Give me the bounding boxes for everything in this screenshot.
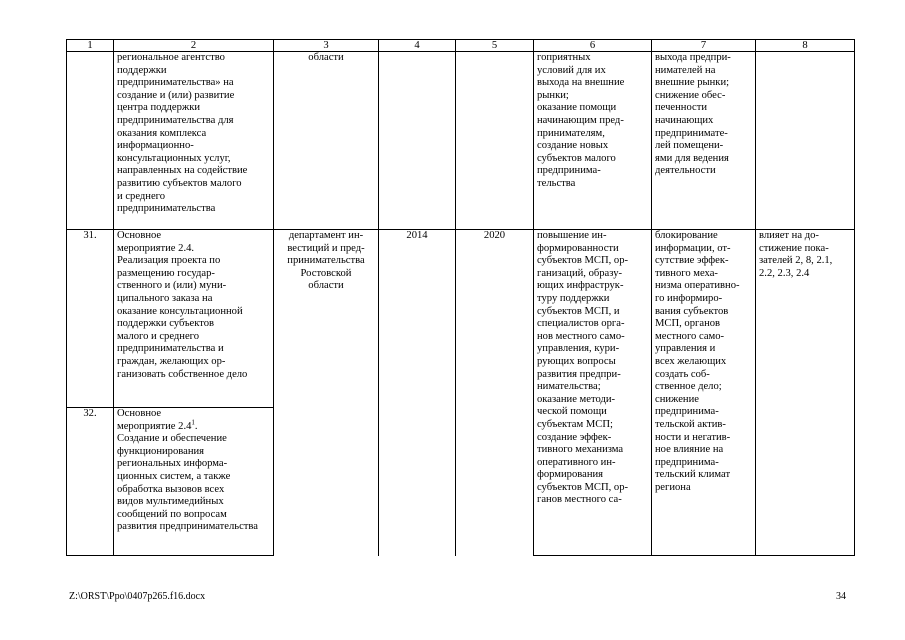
cont-cell-consequence: выхода предпри- нимателей на внешние рынки; снижение обес- печенности начинающих предпринимате- лей помещени- ями для ведения деятельности [652, 52, 756, 230]
cont-cell-end [456, 52, 534, 230]
header-cell-8: 8 [756, 40, 855, 52]
row32-rest: Создание и обеспечение функционирования региональных информа- ционных систем, а также обработка вызовов всех видов мультимедийных сообщений по вопросам развития предпринимательства [117, 433, 258, 533]
header-cell-3: 3 [274, 40, 379, 52]
cont-cell-num [67, 52, 114, 230]
row31-indicator-link: влияет на до- стижение пока- зателей 2, 8, 2.1, 2.2, 2.3, 2.4 [756, 230, 855, 556]
row32-sup: 1 [191, 418, 195, 427]
row31-end-year: 2020 [456, 230, 534, 556]
header-cell-1: 1 [67, 40, 114, 52]
header-cell-2: 2 [114, 40, 274, 52]
row32-measure [114, 408, 274, 556]
table-row-continuation [67, 52, 855, 230]
row31-measure: Основное мероприятие 2.4. Реализация проекта по размещению государ- ственного и (или) муни- ципального заказа на оказание консультационной поддержки субъектов малого и среднего предпринимательства и граждан, желающих ор- ганизовать собственное дело [114, 230, 274, 408]
row31-number: 31. [67, 230, 114, 408]
row31-consequences: блокирование информации, от- сутствие эффек- тивного меха- низма оперативно- го информиро- вания субъектов МСП, органов местного само- управления и всех желающих создать соб- ственное дело; снижение предпринима- тельской актив- ности и негатив- ное влияние на предпринима- тельский климат региона [652, 230, 756, 556]
cont-cell-measure: региональное агентство поддержки предпринимательства» на создание и (или) развитие центра поддержки предпринимательства для оказания комплекса информационно- консультационных услуг, направленных на содействие развитию субъектов малого и среднего предпринимательства [114, 52, 274, 230]
header-cell-7: 7 [652, 40, 756, 52]
cont-cell-link [756, 52, 855, 230]
row32-line1: Основное [117, 408, 162, 419]
footer-file-path: Z:\ORST\Ppo\0407p265.f16.docx [69, 591, 206, 602]
row32-line2-end: . [194, 420, 198, 432]
cont-cell-executor: области [274, 52, 379, 230]
row31-executor: департамент ин- вестиций и пред- принимательства Ростовской области [274, 230, 379, 556]
cont-cell-result: гоприятных условий для их выхода на внешние рынки; оказание помощи начинающим пред- принимателям, создание новых субъектов малого предпринима- тельства [534, 52, 652, 230]
header-row [67, 40, 855, 52]
header-cell-5: 5 [456, 40, 534, 52]
cont-cell-start [379, 52, 456, 230]
main-table [66, 39, 855, 556]
row31-start-year: 2014 [379, 230, 456, 556]
header-cell-4: 4 [379, 40, 456, 52]
row32-number: 32. [67, 408, 114, 556]
page-number: 34 [836, 591, 846, 602]
row32-line2: мероприятие 2.4 [117, 420, 192, 432]
header-cell-6: 6 [534, 40, 652, 52]
table-row-31 [67, 230, 855, 408]
row31-expected-result: повышение ин- формированности субъектов МСП, ор- ганизаций, образу- ющих инфраструк- туру поддержки субъектов МСП, и специалистов орга- нов местного само- управления, кури- рующих вопросы развития предпри- нимательства; оказание методи- ческой помощи субъектам МСП; создание эффек- тивного механизма оперативного ин- формирования субъектов МСП, ор- ганов местного са- [534, 230, 652, 556]
